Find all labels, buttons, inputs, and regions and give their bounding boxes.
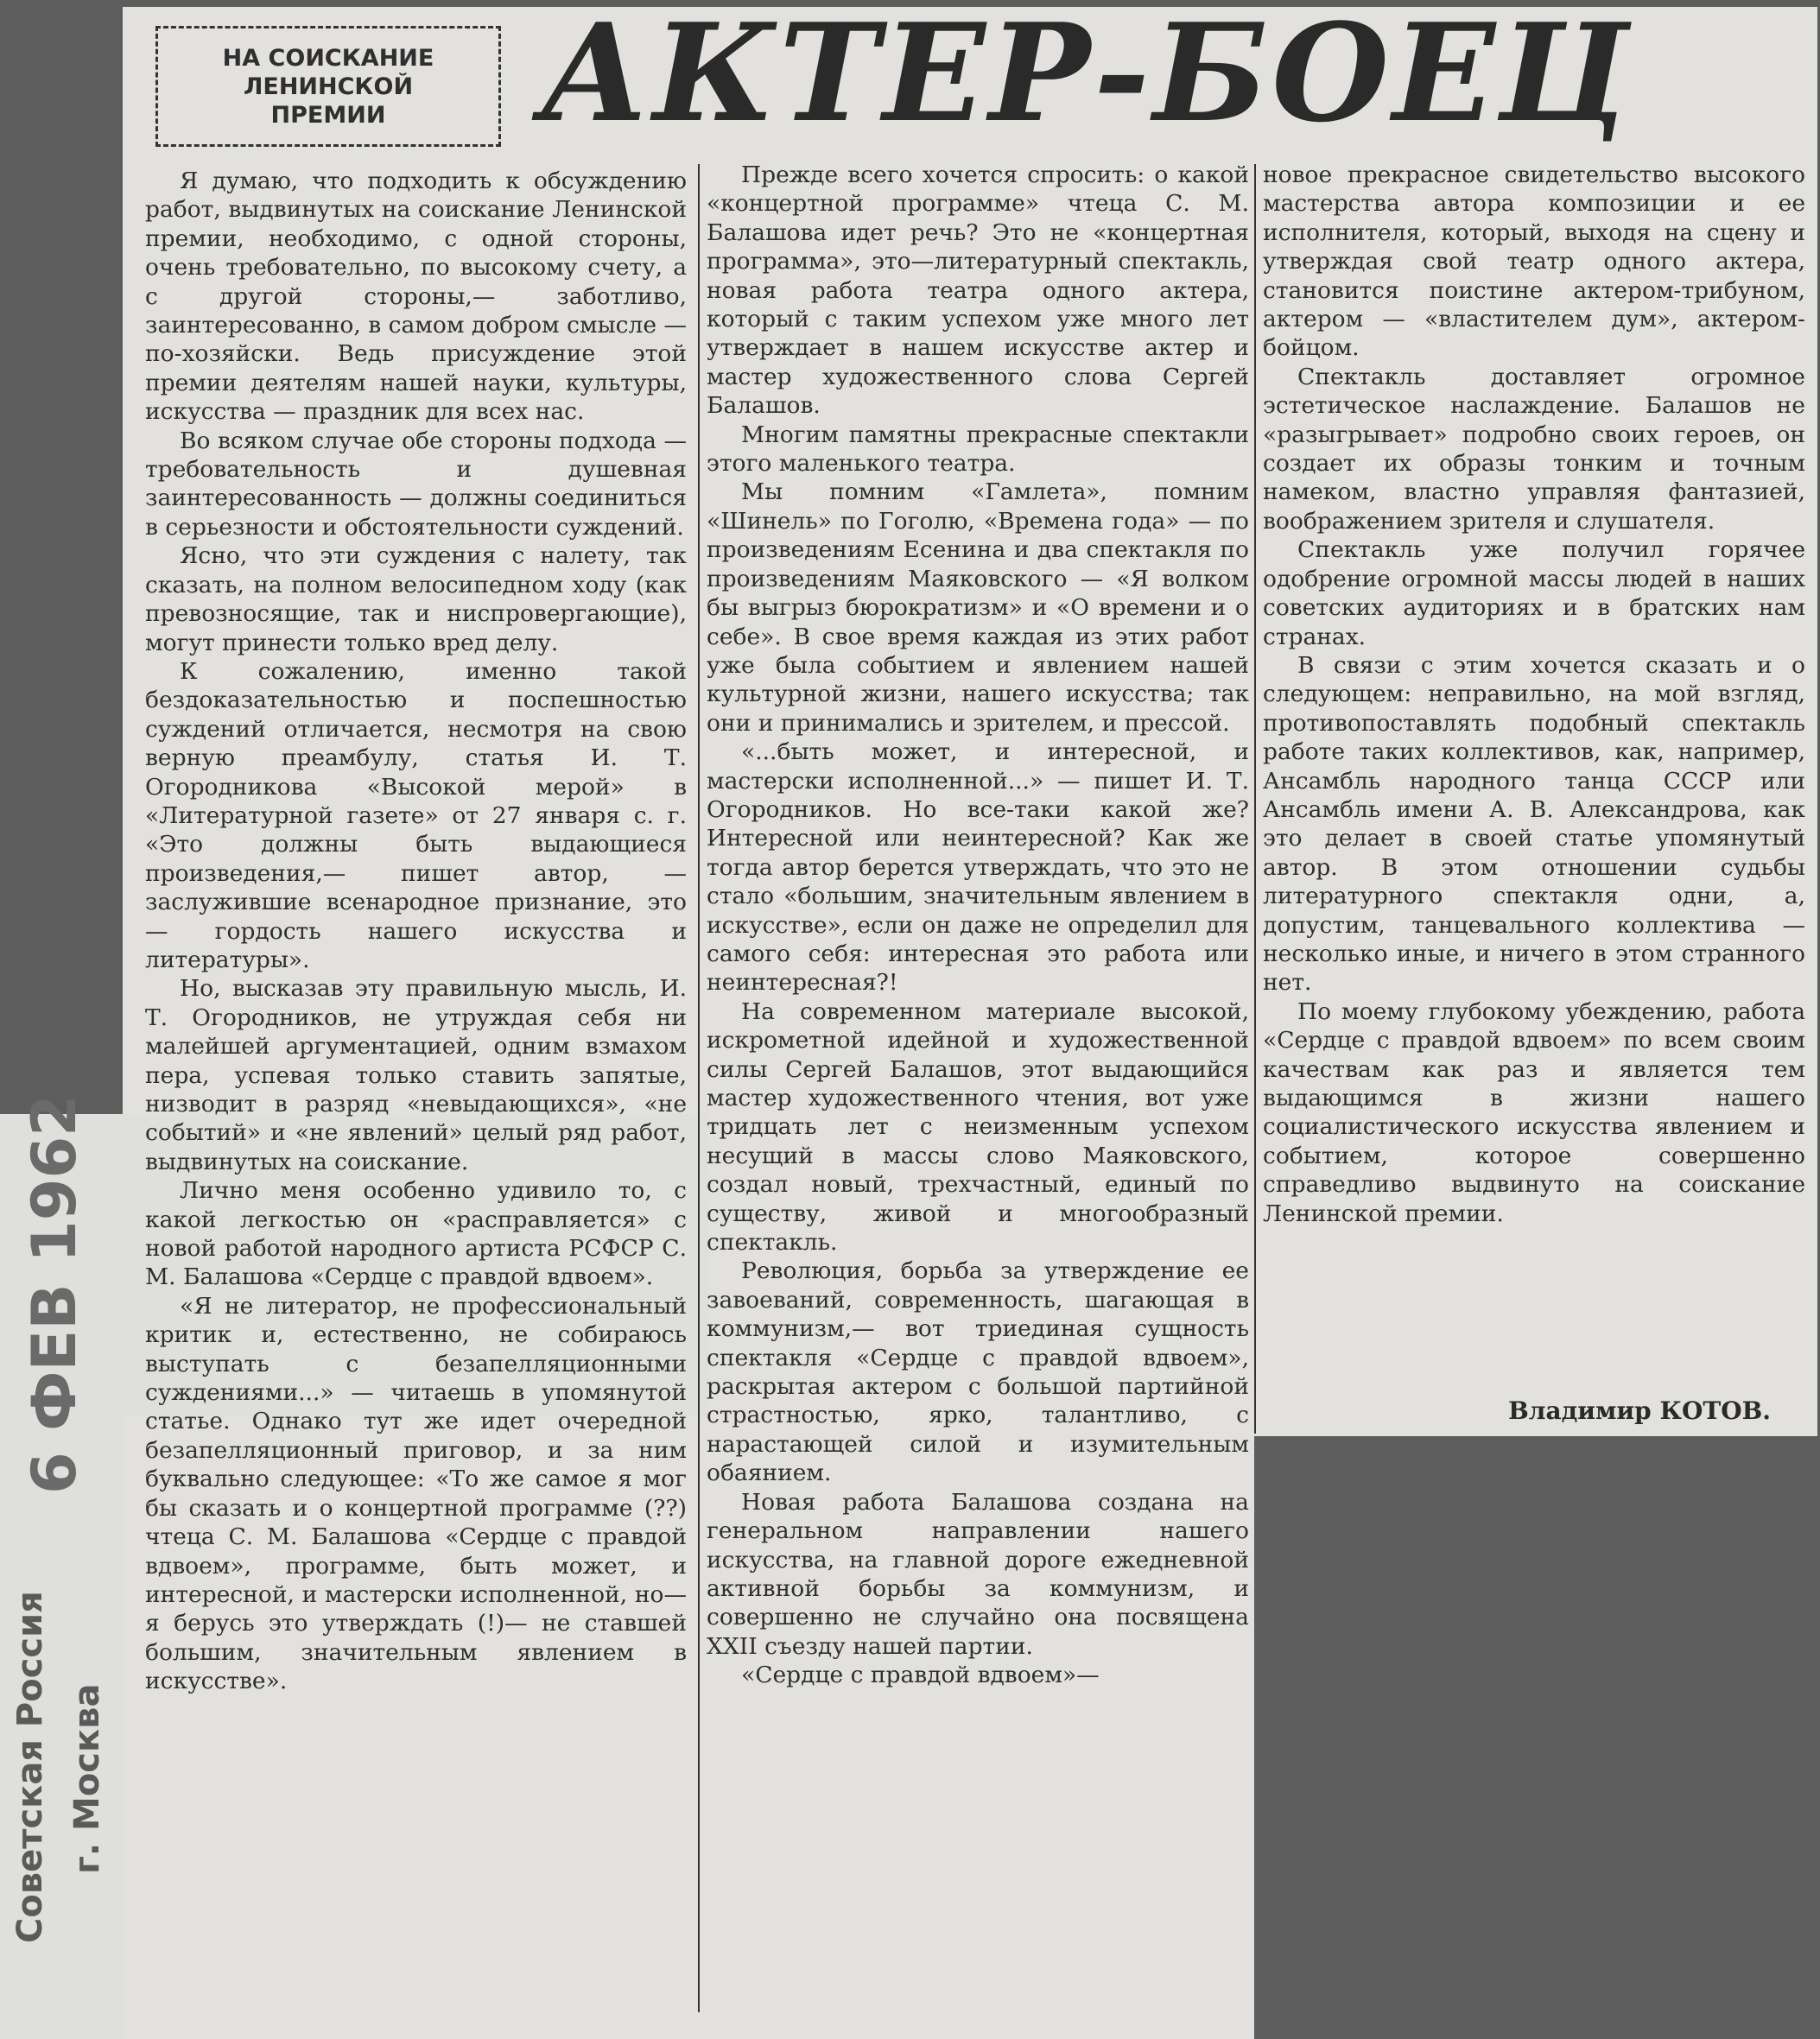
paragraph: Многим памятны прекрасные спектакли этого маленького театра.	[707, 421, 1249, 478]
city-stamp: г. Москва	[67, 1683, 107, 1874]
paragraph: Лично меня особенно удивило то, с какой легкостью он «расправляется» с новой работой народного артиста РСФСР С. М. Балашова «Сердце с правдой вдвоем».	[145, 1177, 687, 1291]
article-column-2	[707, 161, 1249, 1690]
paragraph: На современном материале высокой, искрометной идейной и художественной силы Сергей Балашов, этот выдающийся мастер художественного чтения, вот уже тридцать лет с неизменным успехом несущий в массы слово Маяковского, создал новый, трехчастный, единый по существу, живой и многообразный спектакль.	[707, 997, 1249, 1257]
author-signature: Владимир КОТОВ.	[1508, 1396, 1771, 1425]
paragraph: новое прекрасное свидетельство высокого мастерства автора композиции и ее исполнителя, который, выходя на сцену и утверждая свой театр одного актера, становится поистине актером-трибуном, актером — «властителем дум», актером-бойцом.	[1263, 161, 1805, 362]
paragraph: В связи с этим хочется сказать и о следующем: неправильно, на мой взгляд, противопоставлять подобный спектакль работе таких коллективов, как, например, Ансамбль народного танца СССР или Ансамбль имени А. В. Александрова, как это делает в своей статье упомянутый автор. В этом отношении судьбы литературного спектакля одни, а, допустим, танцевального коллектива — несколько иные, и ничего в этом странного нет.	[1263, 651, 1805, 997]
column-divider	[1254, 164, 1256, 1434]
paragraph: Но, высказав эту правильную мысль, И. Т. Огородников, не утруждая себя ни малейшей аргументацией, одним взмахом пера, успевая только ставить запятые, низводит в разряд «невыдающихся», «не событий» и «не явлений» целый ряд работ, выдвинутых на соискание.	[145, 975, 687, 1175]
paragraph: Во всяком случае обе стороны подхода — требовательность и душевная заинтересованность — должны соединиться в серьезности и обстоятельности суждений.	[145, 427, 687, 541]
paragraph: Я думаю, что подходить к обсуждению работ, выдвинутых на соискание Ленинской премии, необходимо, с одной стороны, очень требовательно, по высокому счету, а с другой стороны,— заботливо, заинтересованно, в самом добром смысле — по-хозяйски. Ведь присуждение этой премии деятелям нашей науки, культуры, искусства — праздник для всех нас.	[145, 168, 687, 426]
paragraph: «Я не литератор, не профессиональный критик и, естественно, не собираюсь выступать с безапелляционными суждениями...» — читаешь в упомянутой статье. Однако тут же идет очередной безапелляционный приговор, и за ним буквально следующее: «То же самое я мог бы сказать и о концертной программе (??) чтеца С. М. Балашова «Сердце с правдой вдвоем», программе, быть может, и интересной, и мастерски исполненной, но—я берусь это утверждать (!)— не ставшей большим, значительным явлением в искусстве».	[145, 1292, 687, 1695]
paragraph: «...быть может, и интересной, и мастерски исполненной...» — пишет И. Т. Огородников. Но все-таки какой же? Интересной или неинтересной? Как же тогда автор берется утверждать, что это не стало «большим, значительным явлением в искусстве», если он даже не определил для самого себя: интересная это работа или неинтересная?!	[707, 738, 1249, 997]
paragraph: Спектакль доставляет огромное эстетическое наслаждение. Балашов не «разыгрывает» подробно своих героев, он создает их образы тонким и точным намеком, властно управляя фантазией, воображением зрителя и слушателя.	[1263, 363, 1805, 535]
badge-line: ЛЕНИНСКОЙ	[243, 73, 414, 100]
article-column-1	[145, 167, 687, 1696]
paragraph: К сожалению, именно такой бездоказательностью и поспешностью суждений отличается, несмотря на свою верную преамбулу, статья И. Т. Огородникова «Высокой мерой» в «Литературной газете» от 27 января с. г. «Это должны быть выдающиеся произведения,— пишет автор, — заслужившие всенародное признание, это — гордость нашего искусства и литературы».	[145, 657, 687, 973]
badge-line: НА СОИСКАНИЕ	[222, 44, 434, 72]
paragraph: Спектакль уже получил горячее одобрение огромной массы людей в наших советских аудиториях и в братских нам странах.	[1263, 536, 1805, 650]
column-divider	[698, 164, 700, 2012]
paragraph: Новая работа Балашова создана на генеральном направлении нашего искусства, на главной дороге ежедневной активной борьбы за коммунизм, и совершенно не случайно она посвящена XXII съезду нашей партии.	[707, 1488, 1249, 1660]
badge-line: ПРЕМИИ	[270, 101, 386, 129]
paragraph: По моему глубокому убеждению, работа «Сердце с правдой вдвоем» по всем своим качествам как раз и является тем выдающимся в жизни нашего социалистического искусства явлением и событием, которое совершенно справедливо выдвинуто на соискание Ленинской премии.	[1263, 997, 1805, 1227]
article-column-3	[1263, 161, 1805, 1228]
article-headline: АКТЕР-БОЕЦ	[540, 0, 1633, 152]
section-badge	[155, 26, 501, 147]
paragraph: Мы помним «Гамлета», помним «Шинель» по Гоголю, «Времена года» — по произведениям Есенина и два спектакля по произведениям Маяковского — «Я волком бы выгрыз бюрократизм» и «О времени и о себе». В свое время каждая из этих работ уже была событием и явлением нашей культурной жизни, нашего искусства; так они и принимались и зрителем, и прессой.	[707, 478, 1249, 737]
date-stamp: 6 ФЕВ 1962	[19, 1094, 90, 1494]
paragraph: Прежде всего хочется спросить: о какой «концертной программе» чтеца С. М. Балашова идет речь? Это не «концертная программа», это—литературный спектакль, новая работа театра одного актера, который с таким успехом уже много лет утверждает в нашем искусстве актер и мастер художественного слова Сергей Балашов.	[707, 161, 1249, 420]
paragraph: Революция, борьба за утверждение ее завоеваний, современность, шагающая в коммунизм,— вот триединая сущность спектакля «Сердце с правдой вдвоем», раскрытая актером с большой партийной страстностью, ярко, талантливо, с нарастающей силой и изумительным обаянием.	[707, 1257, 1249, 1487]
paragraph: Ясно, что эти суждения с налету, так сказать, на полном велосипедном ходу (как превозносящие, так и ниспровергающие), могут принести только вред делу.	[145, 542, 687, 656]
paragraph: «Сердце с правдой вдвоем»—	[741, 1662, 1100, 1689]
source-stamp: Советская Россия	[10, 1591, 50, 1943]
